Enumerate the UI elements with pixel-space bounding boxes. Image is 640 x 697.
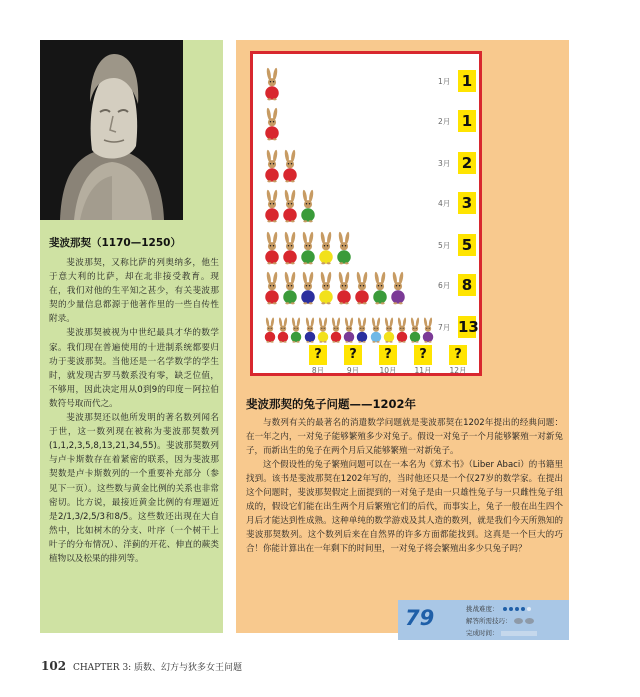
unknown-count: ?: [449, 345, 467, 365]
difficulty-row: [466, 604, 531, 613]
rabbit-icon: [281, 148, 299, 184]
month-label: 2月: [438, 117, 451, 126]
brain-icon: [525, 618, 534, 624]
sidebar-bio: [49, 256, 219, 566]
month-label: 4月: [438, 199, 451, 208]
rabbit-icon: [353, 270, 371, 306]
time-row: [466, 628, 537, 637]
pair-count: 1: [458, 70, 476, 92]
unknown-count: ?: [379, 345, 397, 365]
pair-count: 13: [458, 318, 479, 336]
unknown-count: ?: [309, 345, 327, 365]
rabbit-icon: [289, 316, 303, 344]
difficulty-dot: [515, 607, 519, 611]
pair-count: 1: [458, 110, 476, 132]
rabbit-icon: [263, 188, 281, 224]
rabbit-icon: [263, 316, 277, 344]
month-label: 1月: [438, 77, 451, 86]
hint-row: [466, 616, 534, 625]
month-label: 10月: [379, 366, 397, 375]
rabbit-icon: [263, 230, 281, 266]
time-label: 完成时间：: [466, 629, 499, 637]
rabbit-icon: [281, 188, 299, 224]
page-number: 102: [41, 659, 67, 673]
month-label: 8月: [311, 366, 325, 375]
unknown-count: ?: [344, 345, 362, 365]
month-label: 7月: [438, 323, 451, 332]
puzzle-number: 79: [405, 606, 435, 630]
brain-icon: [514, 618, 523, 624]
month-label: 12月: [449, 366, 467, 375]
body-paragraph: 与数列有关的最著名的消遣数学问题就是斐波那契在1202年提出的经典问题：在一年之内，一对兔子能够繁殖多少对兔子。假设一对兔子一个月能够繁殖一对新兔子，而新出生的兔子在两个月后又能够繁殖一对新兔子。: [246, 418, 563, 457]
rabbit-icon: [299, 270, 317, 306]
difficulty-dot: [521, 607, 525, 611]
time-blank: [501, 631, 537, 636]
pair-count: 3: [458, 192, 476, 214]
bio-paragraph: 斐波那契被视为中世纪最具才华的数学家。我们现在普遍使用的十进制系统都要归功于斐波那契。当他还是一名学数学的学生时，就发现古罗马数系没有零，缺乏位值，不够用，因此决定用从0到9的印度－阿拉伯数符号取而代之。: [49, 328, 219, 409]
rabbit-diagram: [250, 51, 482, 376]
month-label: 5月: [438, 241, 451, 250]
sidebar-title: 斐波那契（1170—1250）: [49, 237, 181, 249]
rabbit-icon: [335, 270, 353, 306]
rabbit-icon: [342, 316, 356, 344]
unknown-count: ?: [414, 345, 432, 365]
rabbit-icon: [371, 270, 389, 306]
rabbit-icon: [263, 106, 281, 142]
difficulty-dots: [501, 605, 531, 613]
pair-count: 8: [458, 274, 476, 296]
pair-count: 2: [458, 152, 476, 174]
month-label: 3月: [438, 159, 451, 168]
hint-label: 解答所需技巧：: [466, 617, 512, 625]
rabbit-icon: [395, 316, 409, 344]
rabbit-icon: [263, 148, 281, 184]
rabbit-icon: [299, 188, 317, 224]
rabbit-icon: [335, 230, 353, 266]
rabbit-icon: [303, 316, 317, 344]
rabbit-icon: [421, 316, 435, 344]
rabbit-icon: [263, 66, 281, 102]
difficulty-label: 挑战难度：: [466, 605, 499, 613]
rabbit-icon: [276, 316, 290, 344]
bio-paragraph: 斐波那契，又称比萨的列奥纳多，他生于意大利的比萨，却在北非接受教育。现在，我们对他的生平知之甚少，有关斐波那契的少量信息都源于他著作里的一些自传性附录。: [49, 258, 219, 325]
bio-paragraph: 斐波那契还以他所发明的著名数列闻名于世，这一数列现在被称为斐波那契数列(1,1,2,3,5,8,13,21,34,55)。斐波那契数列与卢卡斯数存在着紧密的联系，因为斐波那契数是卢卡斯数列的一个重要补充部分（参见下一页）。这些数与黄金比例的关系也非常密切。比方说，最接近黄金比例的有理逼近是2/1,3/2,5/3和8/5。这些数还出现在大自然中，比如树木的分支、叶序（一个树干上叶子的分布情况）、洋蓟的开花、伸直的蕨类植物以及松果的排列等。: [49, 413, 219, 564]
rabbit-icon: [281, 230, 299, 266]
pair-count: 5: [458, 234, 476, 256]
rabbit-icon: [329, 316, 343, 344]
rabbit-icon: [389, 270, 407, 306]
page-footer: [41, 659, 242, 673]
rabbit-icon: [281, 270, 299, 306]
rabbit-icon: [355, 316, 369, 344]
main-title: 斐波那契的兔子问题——1202年: [246, 397, 417, 411]
month-label: 9月: [346, 366, 360, 375]
rabbit-icon: [317, 230, 335, 266]
rabbit-icon: [408, 316, 422, 344]
difficulty-dot: [509, 607, 513, 611]
rabbit-icon: [369, 316, 383, 344]
rabbit-icon: [263, 270, 281, 306]
chapter-title: CHAPTER 3: 质数、幻方与狄多女王问题: [72, 663, 243, 673]
month-label: 11月: [414, 366, 432, 375]
body-paragraph: 这个假设性的兔子繁殖问题可以在一本名为《算术书》（Liber Abaci）的书籍里找到。该书是斐波那契在1202年写的，当时他还只是一个仅27岁的数学家。在提出这个问题时，斐波那契假定上面提到的一对兔子是由一只雄性兔子与一只雌性兔子组成的，假设它们能在出生两个月后繁殖它们的后代，而事实上，兔子一般在出生四个月后才能达到性成熟。这种单纯的数学游戏及其人造的数列，就是我们今天所熟知的斐波那契数列。这个数列后来在自然界的许多方面都能找到。这真是一个巨大的巧合！你能计算出在一年剩下的时间里，一对兔子将会繁殖出多少只兔子吗？: [246, 460, 563, 555]
month-label: 6月: [438, 281, 451, 290]
rabbit-icon: [317, 270, 335, 306]
difficulty-dot: [503, 607, 507, 611]
fibonacci-portrait: [40, 40, 183, 220]
rabbit-icon: [316, 316, 330, 344]
main-body: [246, 416, 563, 556]
rabbit-icon: [299, 230, 317, 266]
difficulty-dot: [527, 607, 531, 611]
rabbit-icon: [382, 316, 396, 344]
